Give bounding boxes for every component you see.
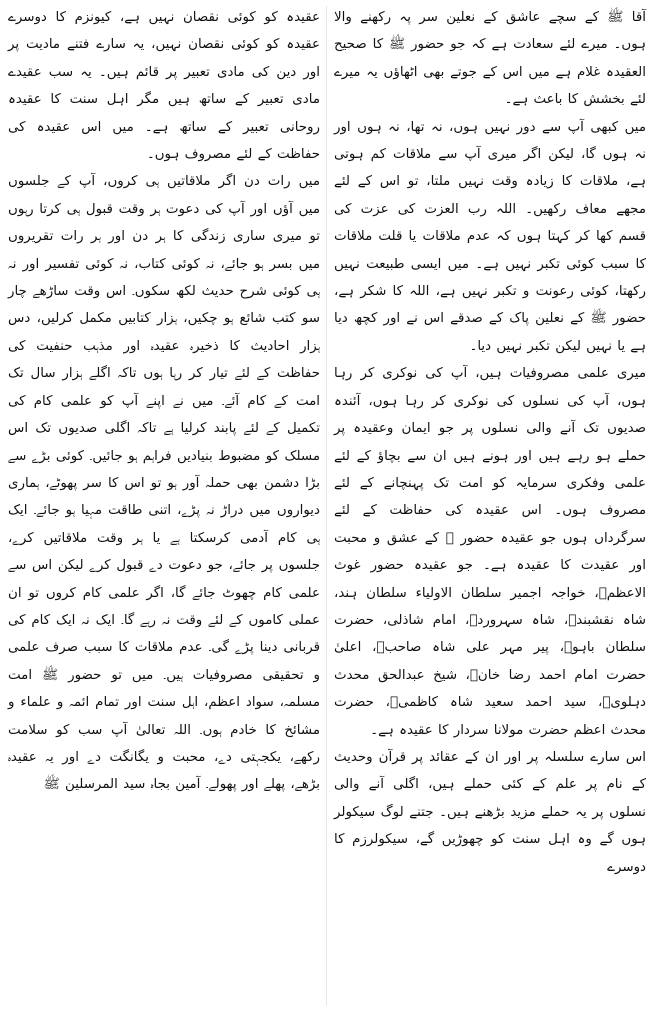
paragraph: میں کبھی آپ سے دور نہیں ہوں، نہ تھا، نہ ہوں اور نہ ہوں گا، لیکن اگر میری آپ سے ملاقات کم ہوتی ہے، ملاقات کا زیادہ وقت نہیں ملتا، تو اس کے لئے مجھے معاف رکھیں۔ اللہ رب العزت کی عزت کی قسم کھا کر کہتا ہوں کہ عدم ملاقات یا قلت ملاقات کا سبب کوئی تکبر نہیں ہے۔ میں ایسی طبیعت نہیں رکھتا، کوئی رعونت و تکبر نہیں ہے، اللہ کا شکر ہے، حضور ﷺ کے نعلین پاک کے صدقے اس نے اور کچھ دیا ہے یا نہیں لیکن تکبر نہیں دیا۔ — [334, 119, 646, 354]
column-divider — [326, 6, 327, 1006]
paragraph: آقا ﷺ کے سچے عاشق کے نعلین سر پہ رکھنے والا ہوں۔ میرے لئے سعادت ہے کہ جو حضور ﷺ کا صحیح العقیدہ غلام ہے میں اس کے جوتے بھی اٹھاؤں یہ میرے لئے بخشش کا باعث ہے۔ — [334, 10, 646, 108]
paragraph: میری علمی مصروفیات ہیں، آپ کی نوکری کر رہا ہوں، آپ کی نسلوں کی نوکری کر رہا ہوں، آئندہ صدیوں تک آنے والی نسلوں پر جو ایمان وعقیدہ پر حملے ہو رہے ہیں اور ہونے ہیں ان سے بچاؤ کے لئے علمی وفکری سرمایہ کو امت تک پہنچانے کے لئے مصروف ہوں۔ اس عقیدہ کی حفاظت کے لئے سرگرداں ہوں جو عقیدہ حضور ﷺ کے عشق و محبت اور عقیدت کا عقیدہ ہے۔ جو عقیدہ حضور غوث الاعظمؓ، خواجہ اجمیر سلطان الاولیاء سلطان ہند، شاہ نقشبندؒ، شاہ سہروردؒ، امام شاذلی، حضرت سلطان باہوؒ، پیر مہر علی شاہ صاحبؒ، اعلیٰ حضرت امام احمد رضا خانؒ، شیخ عبدالحق محدث دہلویؒ، سید احمد سعید شاہ کاظمیؒ، حضرت محدث اعظم حضرت مولانا سردار کا عقیدہ ہے۔ — [334, 366, 646, 738]
paragraph: میں رات دن اگر ملاقاتیں ہی کروں، آپ کے جلسوں میں آؤں اور آپ کی دعوت ہر وقت قبول ہی کرتا رہوں تو میری ساری زندگی کا ہر دن اور ہر رات تقریروں میں بسر ہو جائے، نہ کوئی کتاب، نہ کوئی تفسیر اور نہ ہی کوئی شرح حدیث لکھ سکوں۔ اس وقت ساڑھے چار سو کتب شائع ہو چکیں، ہزار کتابیں مکمل کرلیں، دس ہزار احادیث کا ذخیرہ عقیدہ اور مذہب حنفیت کی حفاظت کے لئے تیار کر رہا ہوں تاکہ اگلے ہزار سال تک امت کے کام آئے۔ میں نے اپنے آپ کو علمی کام کی تکمیل کے لئے پابند کرلیا ہے تاکہ اگلی صدیوں تک اس مسلک کو مضبوط بنیادیں فراہم ہو جائیں۔ کوئی بڑے سے بڑا دشمن بھی حملہ آور ہو تو اس کا سر پھوٹے، ہماری دیواروں میں دراڑ نہ پڑے، اتنی طاقت مہیا ہو جائے۔ ایک ہی کام آدمی کرسکتا ہے یا ہر وقت ملاقاتیں کرے، جلسوں پر جائے، جو دعوت دے قبول کرے لیکن اس سے علمی کام چھوٹ جائے گا، اگر علمی کام کروں تو ان عملی کاموں کے لئے وقت نہ رہے گا۔ ایک نہ ایک کام کی قربانی دینا پڑے گی۔ عدم ملاقات کا سبب صرف علمی و تحقیقی مصروفیات ہیں۔ میں تو حضور ﷺ امت مسلمہ، سواد اعظم، اہل سنت اور تمام ائمہ و علماء و مشائخ کا خادم ہوں۔ اللہ تعالیٰ آپ سب کو سلامت رکھے، یکجہتی دے، محبت و یگانگت دے اور یہ عقیدہ بڑھے، پھلے اور پھولے۔ آمین بجاہ سید المرسلین ﷺ — [8, 174, 320, 793]
right-text-column — [334, 4, 646, 881]
paragraph: اس سارے سلسلہ پر اور ان کے عقائد پر قرآن وحدیث کے نام پر علم کے کئی حملے ہیں، اگلی آنے والی نسلوں پر یہ حملے مزید بڑھنے ہیں۔ جتنے لوگ سیکولر ہوں گے وہ اہل سنت کو چھوڑیں گے، سیکولرزم کا دوسرے — [334, 749, 646, 875]
left-text-column — [8, 4, 320, 799]
paragraph: عقیدہ کو کوئی نقصان نہیں ہے، کیونزم کا دوسرے عقیدہ کو کوئی نقصان نہیں، یہ سارے فتنے مادیت پر اور دین کی مادی تعبیر پر قائم ہیں۔ یہ سب عقیدے مادی تعبیر کے ساتھ ہیں مگر اہل سنت کا عقیدہ روحانی تعبیر کے ساتھ ہے۔ میں اس عقیدہ کی حفاظت کے لئے مصروف ہوں۔ — [8, 10, 320, 163]
